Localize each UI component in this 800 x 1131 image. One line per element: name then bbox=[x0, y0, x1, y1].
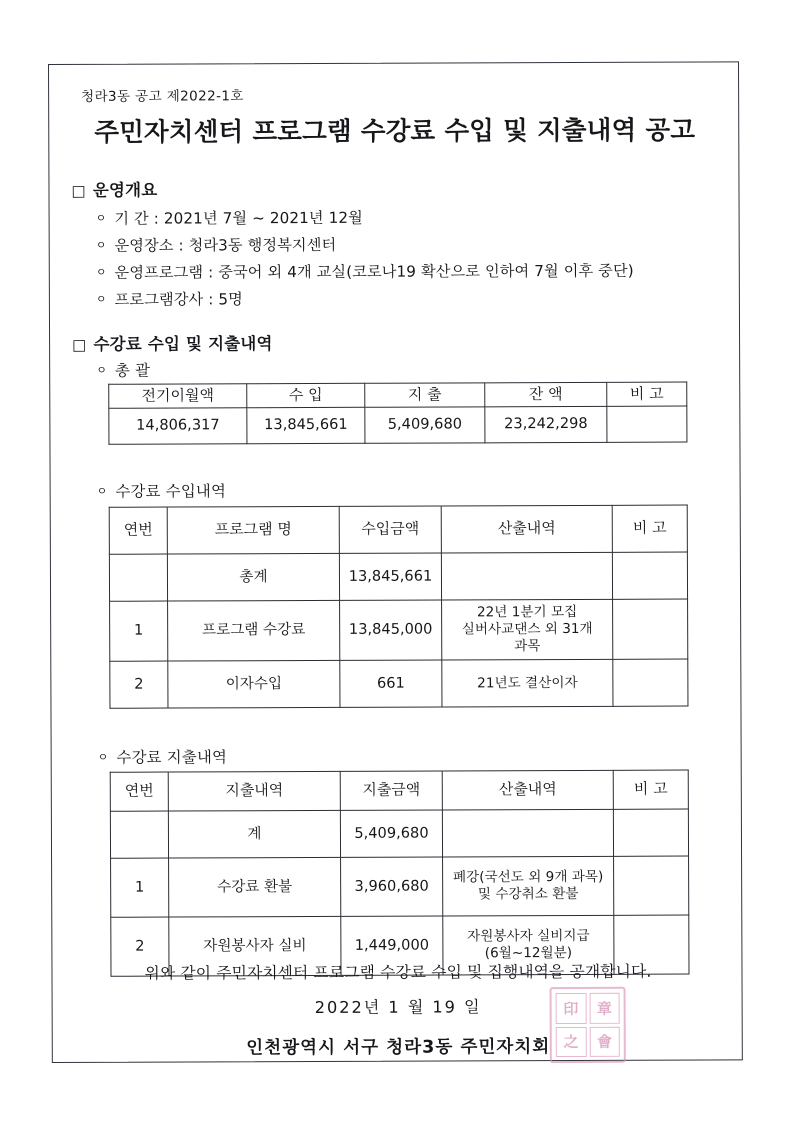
notice-number: 청라3동 공고 제2022-1호 bbox=[81, 88, 244, 105]
income-row-2-amount: 661 bbox=[340, 660, 442, 707]
official-seal-stamp-icon bbox=[550, 987, 626, 1063]
table-row-header bbox=[109, 505, 687, 554]
income-header-detail: 산출내역 bbox=[441, 505, 612, 553]
expense-row-2-detail: 자원봉사자 실비지급 (6월~12월분) bbox=[443, 915, 614, 975]
section-heading-overview bbox=[71, 177, 157, 201]
circle-bullet-icon: ㅇ bbox=[96, 484, 108, 498]
circle-bullet-icon: ㅇ bbox=[95, 292, 107, 306]
summary-table bbox=[108, 382, 687, 445]
income-total-no bbox=[109, 554, 167, 601]
overview-item-instructors-text: 프로그램강사 : 5명 bbox=[114, 290, 243, 309]
circle-bullet-icon: ㅇ bbox=[95, 238, 107, 252]
overview-item-programs bbox=[96, 260, 634, 283]
income-row-1-amount: 13,845,000 bbox=[340, 600, 442, 660]
table-row-header bbox=[110, 770, 688, 811]
section-heading-finance bbox=[72, 330, 273, 355]
income-header-note: 비 고 bbox=[612, 505, 687, 552]
income-row-2-no: 2 bbox=[110, 661, 168, 708]
subheading-income-label: 수강료 수입내역 bbox=[115, 482, 227, 501]
expense-total-no bbox=[110, 811, 168, 858]
summary-value-note bbox=[607, 406, 687, 442]
income-row-2-name: 이자수입 bbox=[168, 660, 340, 708]
table-row bbox=[111, 856, 689, 917]
income-header-program: 프로그램 명 bbox=[167, 506, 339, 554]
expense-header-detail: 산출내역 bbox=[442, 770, 613, 810]
expense-row-1-detail: 폐강(국선도 외 9개 과목) 및 수강취소 환불 bbox=[443, 856, 614, 916]
subheading-summary-label: 총 괄 bbox=[114, 361, 151, 380]
summary-header-income: 수 입 bbox=[247, 383, 365, 408]
expense-total-amount: 5,409,680 bbox=[340, 810, 442, 857]
expense-header-amount: 지출금액 bbox=[340, 771, 442, 810]
subheading-income bbox=[97, 479, 226, 501]
scanned-document-page bbox=[48, 61, 743, 1063]
income-row-1-detail: 22년 1분기 모집 실버사교댄스 외 31개 과목 bbox=[442, 599, 613, 660]
closing-date: 2022년 1 월 19 일 bbox=[314, 997, 482, 1017]
income-table bbox=[109, 505, 689, 709]
expense-header-note: 비 고 bbox=[613, 770, 688, 809]
summary-header-expense: 지 출 bbox=[365, 383, 485, 408]
table-row-total bbox=[110, 809, 688, 858]
income-row-1-name: 프로그램 수강료 bbox=[168, 600, 340, 661]
summary-header-carryover: 전기이월액 bbox=[109, 384, 247, 409]
seal-character-3: 之 bbox=[556, 1026, 587, 1057]
expense-header-item: 지출내역 bbox=[168, 771, 340, 811]
expense-total-note bbox=[613, 809, 688, 856]
income-header-no: 연번 bbox=[109, 507, 167, 554]
closing-organization: 인천광역시 서구 청라3동 주민자치회 bbox=[246, 1037, 551, 1059]
expense-row-1-amount: 3,960,680 bbox=[341, 857, 443, 916]
subheading-expense bbox=[98, 745, 227, 767]
table-row bbox=[110, 659, 688, 708]
overview-item-location-text: 운영장소 : 청라3동 행정복지센터 bbox=[114, 235, 337, 255]
table-row-total bbox=[109, 552, 687, 601]
seal-character-1: 印 bbox=[556, 993, 587, 1024]
income-total-detail bbox=[441, 552, 612, 600]
closing-statement: 위와 같이 주민자치센터 프로그램 수강료 수입 및 집행내역을 공개합니다. bbox=[144, 961, 652, 983]
income-row-1-no: 1 bbox=[110, 601, 168, 661]
income-header-amount: 수입금액 bbox=[339, 506, 441, 553]
circle-bullet-icon: ㅇ bbox=[96, 363, 108, 377]
seal-character-2: 章 bbox=[589, 993, 620, 1024]
expense-table bbox=[110, 770, 690, 977]
subheading-summary bbox=[96, 359, 150, 381]
seal-character-4: 會 bbox=[589, 1026, 620, 1057]
summary-value-income: 13,845,661 bbox=[247, 407, 365, 443]
income-row-1-note bbox=[613, 599, 688, 659]
table-row-header bbox=[109, 382, 687, 408]
income-row-2-note bbox=[613, 659, 688, 706]
expense-row-2-no: 2 bbox=[111, 917, 169, 976]
overview-item-period bbox=[96, 207, 363, 229]
seal-character-grid bbox=[556, 993, 620, 1057]
summary-header-note: 비 고 bbox=[607, 382, 687, 406]
table-row bbox=[109, 406, 687, 444]
expense-row-1-name: 수강료 환불 bbox=[169, 857, 341, 917]
table-row bbox=[110, 599, 688, 661]
expense-total-label: 계 bbox=[168, 810, 340, 858]
expense-total-detail bbox=[442, 809, 613, 857]
square-bullet-icon: □ bbox=[71, 181, 86, 200]
section-heading-finance-label: 수강료 수입 및 지출내역 bbox=[93, 334, 273, 354]
expense-row-1-no: 1 bbox=[111, 858, 169, 917]
expense-row-2-amount: 1,449,000 bbox=[341, 916, 443, 975]
page-title: 주민자치센터 프로그램 수강료 수입 및 지출내역 공고 bbox=[94, 115, 696, 148]
overview-item-instructors bbox=[96, 288, 243, 310]
expense-header-no: 연번 bbox=[110, 772, 168, 811]
summary-value-carryover: 14,806,317 bbox=[109, 408, 247, 445]
overview-item-period-text: 기 간 : 2021년 7월 ~ 2021년 12월 bbox=[114, 208, 363, 228]
income-total-amount: 13,845,661 bbox=[339, 553, 441, 600]
expense-row-1-note bbox=[614, 856, 689, 915]
circle-bullet-icon: ㅇ bbox=[95, 265, 107, 279]
income-total-note bbox=[612, 552, 687, 599]
income-total-label: 총계 bbox=[167, 553, 339, 601]
circle-bullet-icon: ㅇ bbox=[95, 211, 107, 225]
square-bullet-icon: □ bbox=[72, 335, 87, 354]
subheading-expense-label: 수강료 지출내역 bbox=[116, 748, 228, 767]
overview-item-location bbox=[96, 234, 337, 256]
page-content bbox=[49, 62, 744, 1064]
overview-item-programs-text: 운영프로그램 : 중국어 외 4개 교실(코로나19 확산으로 인하여 7월 이후 중단) bbox=[114, 261, 634, 282]
summary-value-balance: 23,242,298 bbox=[485, 407, 607, 443]
section-heading-overview-label: 운영개요 bbox=[92, 180, 158, 200]
expense-row-2-name: 자원봉사자 실비 bbox=[169, 916, 341, 976]
summary-header-balance: 잔 액 bbox=[485, 382, 607, 407]
circle-bullet-icon: ㅇ bbox=[97, 750, 109, 764]
summary-value-expense: 5,409,680 bbox=[365, 407, 485, 443]
income-row-2-detail: 21년도 결산이자 bbox=[442, 659, 613, 707]
